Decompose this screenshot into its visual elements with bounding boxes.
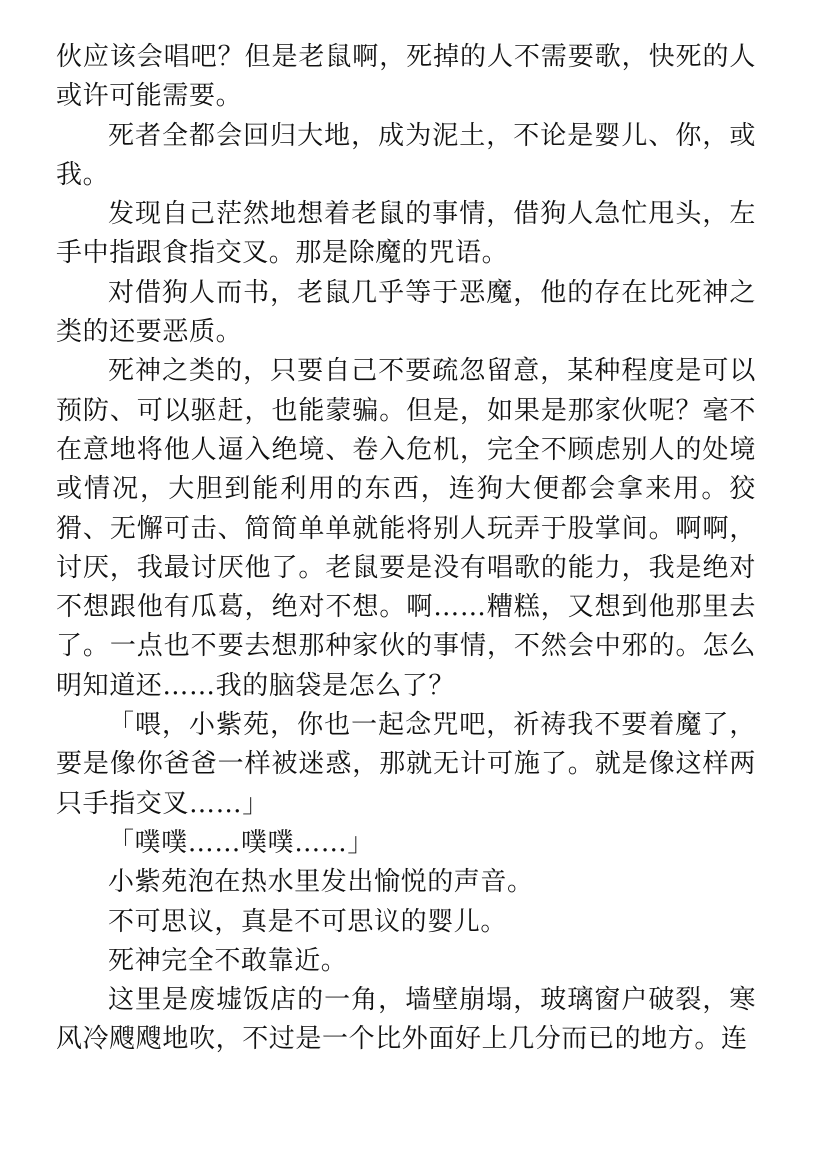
paragraph-9: 不可思议，真是不可思议的婴儿。: [108, 906, 508, 937]
paragraph-10: 死神完全不敢靠近。: [108, 945, 348, 976]
page-body: [56, 38, 756, 1060]
paragraph-5: 死神之类的，只要自己不要疏忽留意，某种程度是可以预防、可以驱赶，也能蒙骗。但是，如果是那家伙呢？毫不在意地将他人逼入绝境、卷入危机，完全不顾虑别人的处境或情况，大胆到能利用的东西，连狗大便都会拿来用。狡猾、无懈可击、简简单单就能将别人玩弄于股掌间。啊啊，讨厌，我最讨厌他了。老鼠要是没有唱歌的能力，我是绝对不想跟他有瓜葛，绝对不想。啊……糟糕，又想到他那里去了。一点也不要去想那种家伙的事情，不然会中邪的。怎么明知道还……我的脑袋是怎么了？: [56, 356, 756, 701]
paragraph-1: 伙应该会唱吧？但是老鼠啊，死掉的人不需要歌，快死的人或许可能需要。: [56, 42, 756, 112]
paragraph-7: 「噗噗……噗噗……」: [108, 827, 375, 858]
paragraph-8: 小紫苑泡在热水里发出愉悦的声音。: [108, 867, 534, 898]
paragraph-3: 发现自己茫然地想着老鼠的事情，借狗人急忙甩头，左手中指跟食指交叉。那是除魔的咒语。: [56, 199, 756, 269]
paragraph-4: 对借狗人而书，老鼠几乎等于恶魔，他的存在比死神之类的还要恶质。: [56, 277, 756, 348]
paragraph-2: 死者全都会回归大地，成为泥土，不论是婴儿、你，或我。: [56, 120, 756, 190]
paragraph-6: 「喂，小紫苑，你也一起念咒吧，祈祷我不要着魔了，要是像你爸爸一样被迷惑，那就无计可施了。就是像这样两只手指交叉……」: [56, 710, 756, 819]
paragraph-11: 这里是废墟饭店的一角，墙壁崩塌，玻璃窗户破裂，寒风冷飕飕地吹，不过是一个比外面好上几分而已的地方。连: [56, 985, 756, 1055]
